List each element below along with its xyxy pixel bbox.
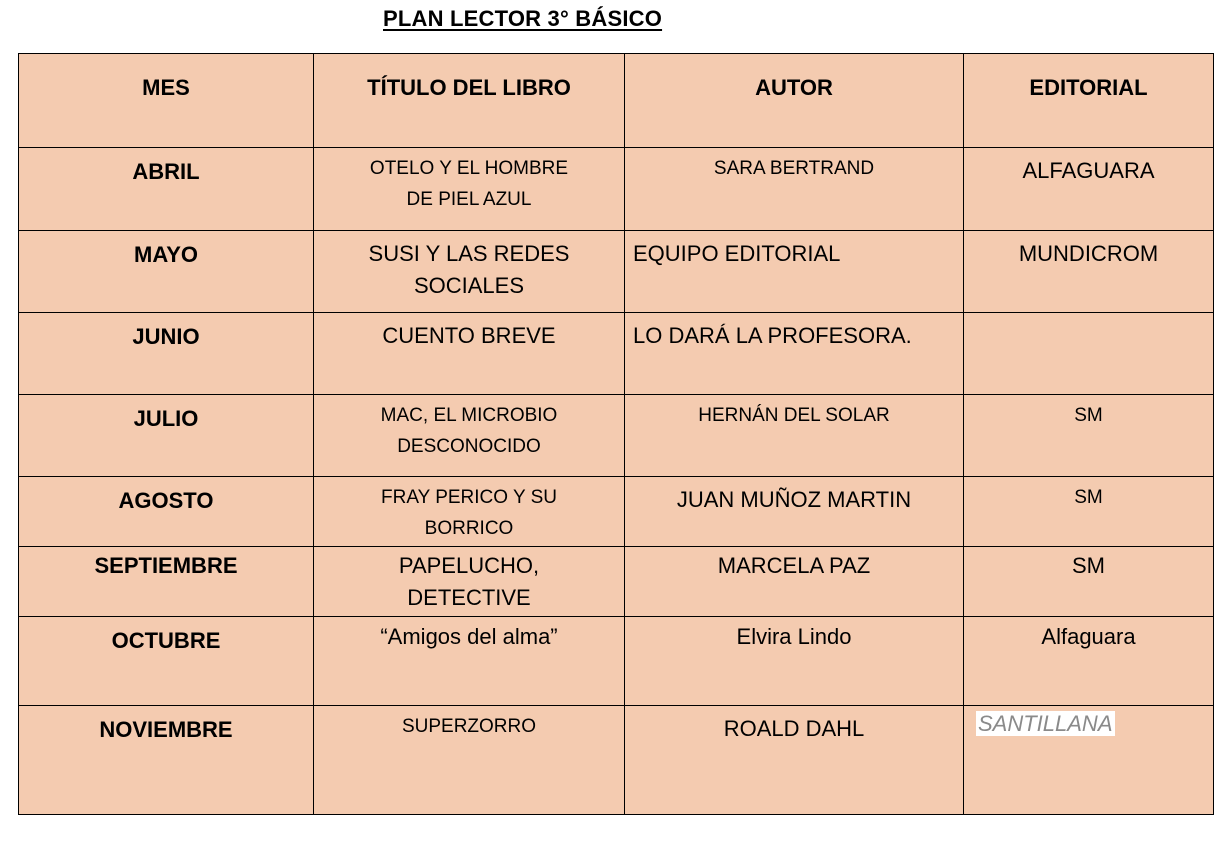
cell-mes: ABRIL [19, 148, 314, 231]
cell-mes: SEPTIEMBRE [19, 547, 314, 617]
cell-editorial: ALFAGUARA [964, 148, 1214, 231]
titulo-line-1: CUENTO BREVE [382, 323, 556, 348]
titulo-line-1: “Amigos del alma” [380, 624, 558, 649]
titulo-line-2: SOCIALES [413, 273, 525, 298]
titulo-line-1: SUPERZORRO [401, 716, 537, 737]
cell-titulo [314, 231, 625, 313]
table-row [19, 617, 1214, 706]
cell-editorial [964, 313, 1214, 395]
cell-editorial [964, 706, 1214, 815]
cell-autor: HERNÁN DEL SOLAR [625, 395, 964, 477]
page-title: PLAN LECTOR 3° BÁSICO [383, 6, 663, 31]
cell-mes: NOVIEMBRE [19, 706, 314, 815]
table-header-row [19, 54, 1214, 148]
table-row [19, 395, 1214, 477]
table-row [19, 477, 1214, 547]
table-row [19, 547, 1214, 617]
titulo-line-1: OTELO Y EL HOMBRE [369, 158, 569, 179]
titulo-line-2: DE PIEL AZUL [406, 189, 532, 210]
titulo-line-1: PAPELUCHO, [398, 553, 540, 578]
titulo-line-1: MAC, EL MICROBIO [380, 405, 558, 426]
table-row [19, 706, 1214, 815]
cell-autor: SARA BERTRAND [625, 148, 964, 231]
cell-editorial: Alfaguara [964, 617, 1214, 706]
cell-editorial: SM [964, 547, 1214, 617]
table-row [19, 313, 1214, 395]
cell-autor: MARCELA PAZ [625, 547, 964, 617]
cell-titulo [314, 313, 625, 395]
table-row [19, 231, 1214, 313]
cell-mes: AGOSTO [19, 477, 314, 547]
cell-editorial: MUNDICROM [964, 231, 1214, 313]
editorial-highlighted-text: SANTILLANA [978, 711, 1113, 736]
cell-autor: JUAN MUÑOZ MARTIN [625, 477, 964, 547]
titulo-line-1: SUSI Y LAS REDES [368, 241, 570, 266]
cell-titulo [314, 706, 625, 815]
cell-mes: OCTUBRE [19, 617, 314, 706]
titulo-line-2: BORRICO [424, 518, 514, 539]
cell-mes: JUNIO [19, 313, 314, 395]
cell-editorial: SM [964, 477, 1214, 547]
cell-autor: ROALD DAHL [625, 706, 964, 815]
cell-autor: LO DARÁ LA PROFESORA. [625, 313, 964, 395]
reading-plan-table [18, 53, 1214, 815]
cell-titulo [314, 395, 625, 477]
header-titulo: TÍTULO DEL LIBRO [314, 54, 625, 148]
cell-editorial: SM [964, 395, 1214, 477]
header-mes: MES [19, 54, 314, 148]
header-editorial: EDITORIAL [964, 54, 1214, 148]
cell-titulo [314, 148, 625, 231]
header-autor: AUTOR [625, 54, 964, 148]
cell-mes: JULIO [19, 395, 314, 477]
cell-autor: Elvira Lindo [625, 617, 964, 706]
cell-autor: EQUIPO EDITORIAL [625, 231, 964, 313]
cell-titulo [314, 617, 625, 706]
table-row [19, 148, 1214, 231]
titulo-line-2: DESCONOCIDO [397, 436, 541, 457]
cell-titulo [314, 477, 625, 547]
titulo-line-2: DETECTIVE [407, 585, 531, 610]
cell-titulo [314, 547, 625, 617]
titulo-line-1: FRAY PERICO Y SU [381, 487, 557, 508]
cell-mes: MAYO [19, 231, 314, 313]
